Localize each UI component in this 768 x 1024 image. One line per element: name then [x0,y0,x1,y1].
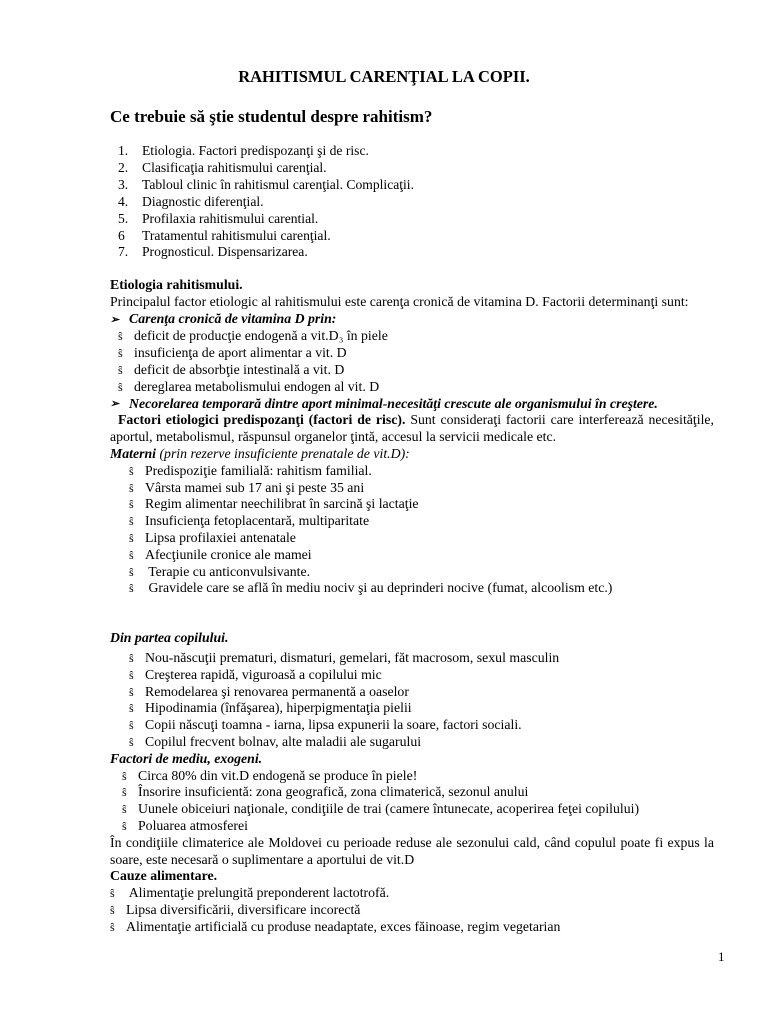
topic-number: 1. [118,143,129,158]
bullet-icon: ŝ [122,768,127,783]
bullet-icon: ŝ [110,886,115,901]
bullet-icon: ŝ [118,379,123,394]
topic-item [118,177,414,194]
list-item-text: Afecţiunile cronice ale mamei [145,546,312,562]
list-item [110,801,714,818]
materni-heading [110,446,714,463]
list-item-text: Gravidele care se află în mediu nociv şi au deprinderi nocive (fumat, alcoolism etc.) [145,580,613,596]
list-item-text: insuficienţa de aport alimentar a vit. D [134,345,347,361]
list-item-text: Remodelarea şi renovarea permanentă a oaselor [145,683,409,699]
list-item-text: deficit de absorbţie intestinală a vit. D [134,361,345,377]
bullet-icon: ŝ [129,581,134,596]
list-item [110,717,714,734]
topic-number: 4. [118,193,129,209]
list-item [110,885,714,902]
topic-number: 6 [118,227,125,243]
bullet-icon: ŝ [129,684,134,699]
list-item-text: Alimentaţie prelungită preponderent lactotrofă. [126,885,390,901]
list-item [110,496,714,513]
list-item [110,784,714,801]
list-item [110,580,714,597]
list-item [110,768,714,785]
list-item-text: Lipsa diversificării, diversificare incorectă [126,901,361,917]
list-item-text: Vârsta mamei sub 17 ani şi peste 35 ani [145,479,365,495]
topic-text: Etiologia. Factori predispozanţi şi de risc. [142,143,369,158]
list-item [110,667,714,684]
carenta-heading [110,311,714,329]
topic-text: Prognosticul. Dispensarizarea. [142,244,308,260]
list-item-text: deficit de producţie endogenă a vit.D₃ în piele [134,328,388,344]
bullet-icon: ŝ [129,463,134,478]
etiology-section [110,277,714,597]
list-item [110,684,714,701]
necorelarea-text: Necorelarea temporară dintre aport minimal-necesităţi crescute ale organismului în creştere. [129,395,658,411]
topic-text: Diagnostic diferenţial. [142,193,264,209]
topics-list [118,143,414,261]
list-item-text: Circa 80% din vit.D endogenă se produce în piele! [138,767,418,783]
bullet-icon: ŝ [129,547,134,562]
bullet-icon: ŝ [122,802,127,817]
arrow-bullet-icon: ➢ [110,313,120,326]
list-item-text: Uunele obiceiuri naţionale, condiţiile de trai (camere întunecate, acoperirea feţei copilului) [138,801,640,817]
list-item [110,362,714,379]
bullet-icon: ŝ [129,514,134,529]
materni-heading-note: (prin rezerve insuficiente prenatale de vit.D): [156,445,410,461]
child-section [110,630,714,647]
topic-number: 7. [118,244,129,260]
risk-factors-paragraph [110,412,714,446]
list-item [110,513,714,530]
child-heading: Din partea copilului. [110,630,229,645]
list-item-text: Insuficienţa fetoplacentară, multiparitate [145,513,370,529]
list-item-text: Predispoziţie familială: rahitism familial. [145,462,372,478]
environment-note: În condiţiile climaterice ale Moldovei cu perioade reduse ale sezonului cald, când copulul poate fi expus la soare, este necesară o suplimentare a aportului de vit.D [110,834,714,867]
list-item [110,564,714,581]
bullet-icon: ŝ [118,346,123,361]
list-item [110,818,714,835]
list-item [110,547,714,564]
topic-number: 2. [118,159,129,175]
list-item [110,345,714,362]
topic-item [118,244,414,261]
list-item [110,379,714,396]
topic-number: 5. [118,210,129,226]
list-item [110,530,714,547]
list-item-text: dereglarea metabolismului endogen al vit. D [134,378,380,394]
arrow-bullet-icon: ➢ [110,397,120,410]
bullet-icon: ŝ [129,651,134,665]
list-item-text: Hipodinamia (înfăşarea), hiperpigmentaţia pielii [145,700,412,716]
bullet-icon: ŝ [110,919,115,934]
topic-item [118,143,414,160]
risk-factors-text: Sunt consideraţi factorii care interferează necesităţile, aportul, metabolismul, răspunsul organelor ţintă, accesul la servicii medicale etc. [110,412,714,445]
topic-text: Clasificaţia rahitismului carenţial. [142,159,327,175]
list-item-text: Copii născuţi toamna - iarna, lipsa expunerii la soare, factori sociali. [145,717,522,733]
topic-text: Profilaxia rahitismului carential. [142,210,319,226]
bullet-icon: ŝ [129,480,134,495]
list-item [110,328,714,345]
topic-text: Tabloul clinic în rahitismul carenţial. Complicaţii. [142,176,414,192]
page-number: 1 [718,949,725,964]
list-item [110,650,714,667]
list-item [110,919,714,936]
document-subtitle: Ce trebuie să ştie studentul despre rahitism? [110,107,433,126]
materni-heading-label: Materni [110,445,156,461]
environment-heading: Factori de mediu, exogeni. [110,750,263,766]
list-item [110,902,714,919]
list-item-text: Poluarea atmosferei [138,817,248,833]
bullet-icon: ŝ [129,564,134,579]
list-item-text: Lipsa profilaxiei antenatale [145,529,296,545]
document-title: RAHITISMUL CARENŢIAL LA COPII. [238,67,530,86]
risk-factors-heading: Factori etiologici predispozanţi (factori de risc). [118,412,406,428]
list-item-text: Copilul frecvent bolnav, alte maladii ale sugarului [145,733,422,749]
list-item [110,734,714,751]
list-item [110,700,714,717]
list-item [110,463,714,480]
list-item-text: Nou-născuţii prematuri, dismaturi, gemelari, făt macrosom, sexul masculin [145,650,560,665]
etiology-heading: Etiologia rahitismului. [110,277,243,292]
bullet-icon: ŝ [129,718,134,733]
child-list [110,650,714,936]
bullet-icon: ŝ [129,497,134,512]
topic-item [118,211,414,228]
bullet-icon: ŝ [122,818,127,833]
bullet-icon: ŝ [118,362,123,377]
list-item [110,480,714,497]
bullet-icon: ŝ [118,329,123,344]
topic-number: 3. [118,176,129,192]
bullet-icon: ŝ [110,902,115,917]
carenta-heading-text: Carenţa cronică de vitamina D prin: [129,310,337,326]
bullet-icon: ŝ [129,734,134,749]
list-item-text: Însorire insuficientă: zona geografică, zona climaterică, sezonul anului [138,784,529,800]
list-item-text: Creşterea rapidă, viguroasă a copilului mic [145,666,382,682]
bullet-icon: ŝ [129,530,134,545]
topic-item [118,194,414,211]
necorelarea-item [110,396,714,413]
topic-item [118,228,414,245]
topic-item [118,160,414,177]
bullet-icon: ŝ [129,667,134,682]
etiology-intro: Principalul factor etiologic al rahitismului este carenţa cronică de vitamina D. Factorii determinanţi sunt: [110,293,689,309]
bullet-icon: ŝ [122,785,127,800]
food-causes-heading: Cauze alimentare. [110,868,218,884]
list-item-text: Terapie cu anticonvulsivante. [145,563,311,579]
list-item-text: Regim alimentar neechilibrat în sarcină şi lactaţie [145,496,419,512]
bullet-icon: ŝ [129,701,134,716]
topic-text: Tratamentul rahitismului carenţial. [142,227,331,243]
list-item-text: Alimentaţie artificială cu produse neadaptate, exces făinoase, regim vegetarian [126,918,561,934]
